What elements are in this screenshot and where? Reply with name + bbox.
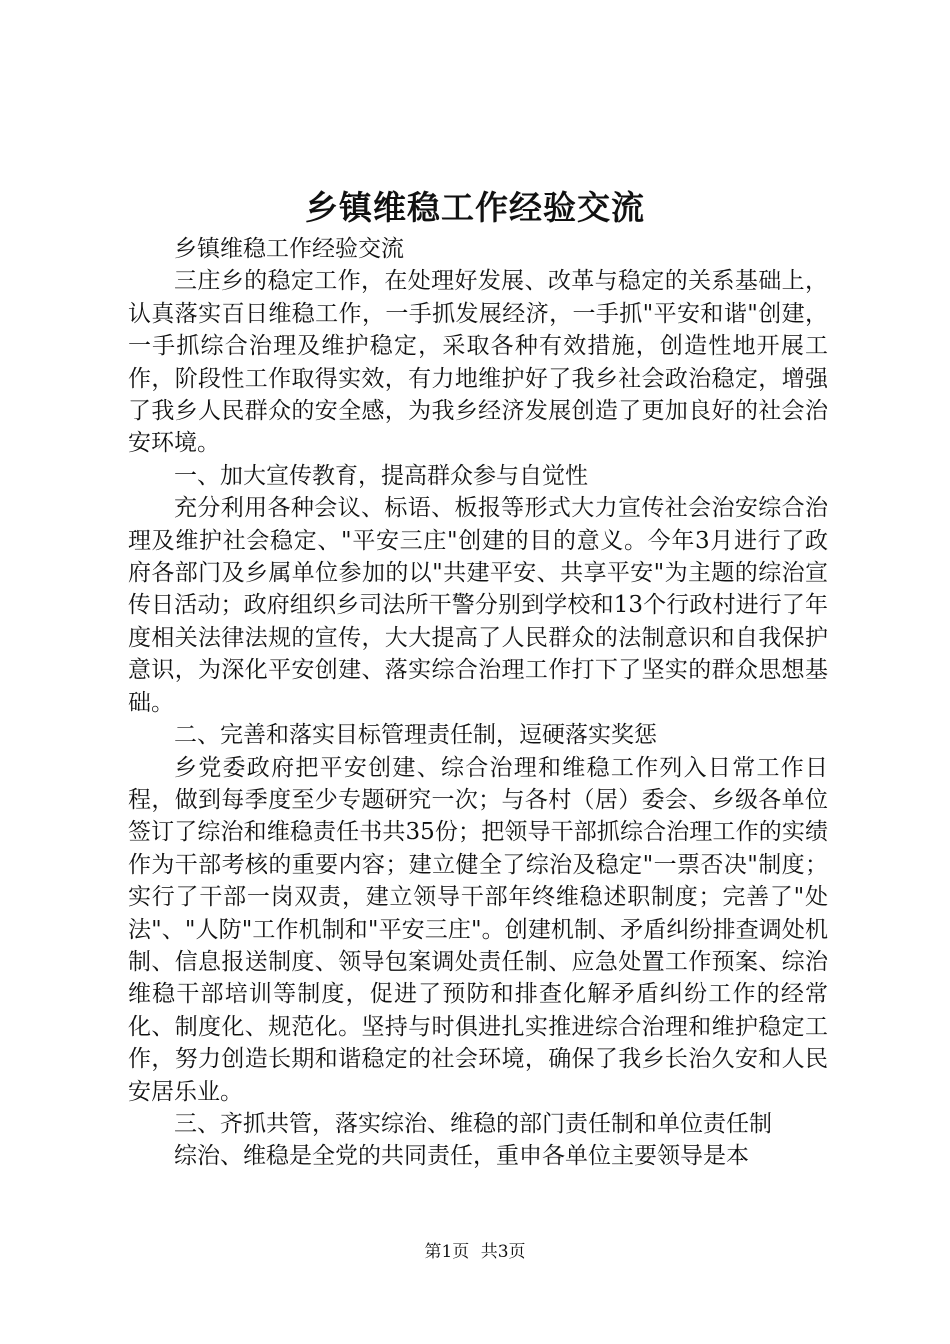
document-body <box>128 233 828 1173</box>
section-heading-1: 一、加大宣传教育，提高群众参与自觉性 <box>174 462 588 489</box>
page-total: 共3页 <box>480 1242 526 1262</box>
page-number: 第1页 <box>424 1242 470 1262</box>
section-heading-3: 三、齐抓共管，落实综治、维稳的部门责任制和单位责任制 <box>174 1110 772 1137</box>
document-title: 乡镇维稳工作经验交流 <box>305 188 645 227</box>
paragraph-section-3: 综治、维稳是全党的共同责任，重申各单位主要领导是本 <box>174 1143 749 1170</box>
section-heading-2: 二、完善和落实目标管理责任制，逗硬落实奖惩 <box>174 722 657 749</box>
paragraph-section-2: 乡党委政府把平安创建、综合治理和维稳工作列入日常工作日程，做到每季度至少专题研究一次；与各村（居）委会、乡级各单位签订了综治和维稳责任书共35份；把领导干部抓综合治理工作的实绩作为干部考核的重要内容；建立健全了综治及稳定"一票否决"制度；实行了干部一岗双责，建立领导干部年终维稳述职制度；完善了"处法"、"人防"工作机制和"平安三庄"。创建机制、矛盾纠纷排查调处机制、信息报送制度、领导包案调处责任制、应急处置工作预案、综治维稳干部培训等制度，促进了预防和排查化解矛盾纠纷工作的经常化、制度化、规范化。坚持与时俱进扎实推进综合治理和维护稳定工作，努力创造长期和谐稳定的社会环境，确保了我乡长治久安和人民安居乐业。 <box>128 754 828 1105</box>
page-footer <box>0 1240 950 1264</box>
paragraph-section-1: 充分利用各种会议、标语、板报等形式大力宣传社会治安综合治理及维护社会稳定、"平安三庄"创建的目的意义。今年3月进行了政府各部门及乡属单位参加的以"共建平安、共享平安"为主题的综治宣传日活动；政府组织乡司法所干警分别到学校和13个行政村进行了年度相关法律法规的宣传，大大提高了人民群众的法制意识和自我保护意识，为深化平安创建、落实综合治理工作打下了坚实的群众思想基础。 <box>128 495 828 716</box>
paragraph-intro: 三庄乡的稳定工作，在处理好发展、改革与稳定的关系基础上，认真落实百日维稳工作，一手抓发展经济，一手抓"平安和谐"创建，一手抓综合治理及维护稳定，采取各种有效措施，创造性地开展工作，阶段性工作取得实效，有力地维护好了我乡社会政治稳定，增强了我乡人民群众的安全感，为我乡经济发展创造了更加良好的社会治安环境。 <box>128 268 828 457</box>
paragraph-subtitle: 乡镇维稳工作经验交流 <box>174 236 404 262</box>
